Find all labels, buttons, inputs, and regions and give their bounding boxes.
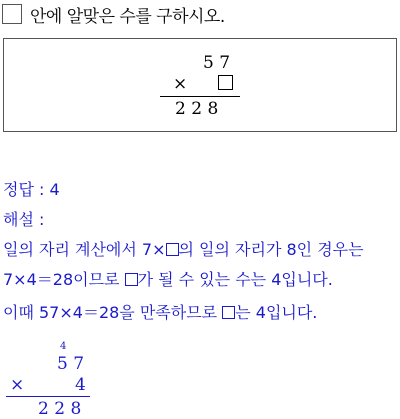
explanation-label: 해설 : [3,210,45,229]
carry-digit: 4 [60,341,67,352]
explanation-line-2: 7×4＝28이므로 가 될 수 있는 수는 4입니다. [3,270,333,289]
work-operator: × [10,375,25,395]
blank-box-icon [222,306,235,319]
explanation-line-1: 일의 자리 계산에서 7× 의 일의 자리가 8인 경우는 [3,240,364,259]
problem-line [160,96,240,97]
explanation-line-3: 이때 57×4＝28을 만족하므로 는 4입니다. [3,303,318,322]
problem-result: 2 2 8 [175,99,219,119]
blank-box-icon [2,4,22,24]
problem-top-number: 5 7 [203,53,231,73]
work-line [6,396,90,397]
work-top-number: 5 7 [57,354,85,374]
work-result: 2 2 8 [38,399,82,419]
question-text: 안에 알맞은 수를 구하시오. [30,6,225,27]
question-row [0,2,225,26]
blank-box-icon [166,243,179,256]
answer-label: 정답 : 4 [3,180,60,199]
work-multiplier: 4 [75,375,86,395]
blank-box-icon [125,273,138,286]
problem-operator: × [173,74,188,94]
answer-blank-box [218,75,233,90]
